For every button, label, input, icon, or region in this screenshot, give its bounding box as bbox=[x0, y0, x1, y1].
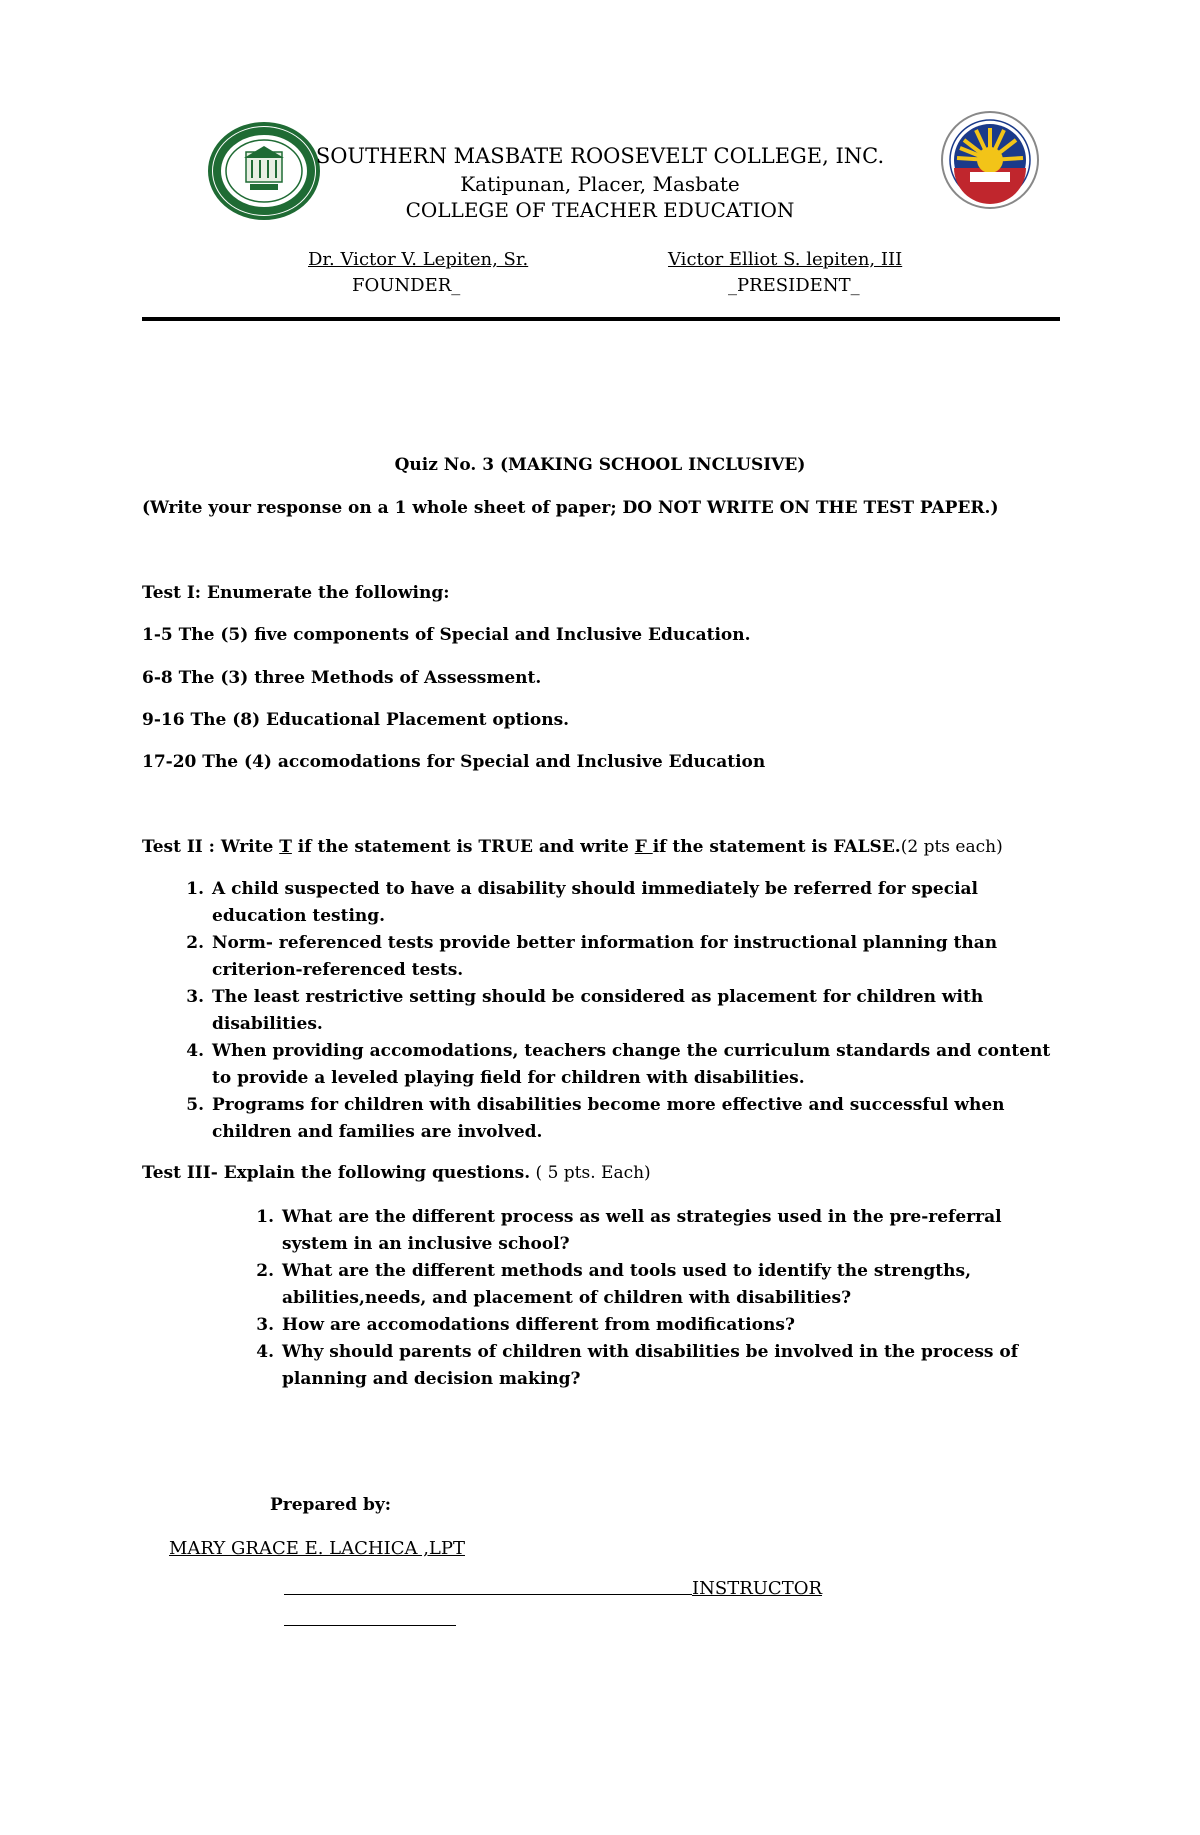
signature-line bbox=[284, 1594, 692, 1595]
instructor-title: INSTRUCTOR bbox=[692, 1578, 823, 1599]
test2-heading bbox=[142, 837, 1003, 857]
test2-heading-part: if the statement is TRUE and write bbox=[291, 837, 635, 857]
list-item bbox=[186, 1038, 1062, 1092]
test2-heading-part: if the statement is FALSE. bbox=[652, 837, 901, 857]
test1-heading: Test I: Enumerate the following: bbox=[142, 583, 450, 603]
founder-name: Dr. Victor V. Lepiten, Sr. bbox=[308, 249, 529, 270]
prepared-by-label: Prepared by: bbox=[270, 1495, 392, 1515]
item-text: How are accomodations different from modifications? bbox=[282, 1315, 795, 1335]
president-title: _PRESIDENT_ bbox=[728, 275, 860, 296]
test1-item: 6-8 The (3) three Methods of Assessment. bbox=[142, 668, 542, 688]
college-address: Katipunan, Placer, Masbate bbox=[460, 172, 740, 196]
header-divider bbox=[142, 317, 1060, 321]
item-text: What are the different process as well as strategies used in the pre-referral system in an inclusive school? bbox=[282, 1207, 1002, 1254]
list-item bbox=[186, 930, 1062, 984]
test1-item: 1-5 The (5) five components of Special and Inclusive Education. bbox=[142, 625, 751, 645]
list-item bbox=[186, 984, 1062, 1038]
list-item bbox=[186, 876, 1062, 930]
founder-title: FOUNDER_ bbox=[352, 275, 461, 296]
president-name: Victor Elliot S. lepiten, III bbox=[668, 249, 903, 270]
quiz-instruction: (Write your response on a 1 whole sheet of paper; DO NOT WRITE ON THE TEST PAPER.) bbox=[142, 498, 999, 518]
item-text: When providing accomodations, teachers change the curriculum standards and content to provide a leveled playing field for children with disabilities. bbox=[212, 1041, 1051, 1088]
item-number: 4. bbox=[256, 1342, 274, 1362]
test2-heading-part: Test II : Write bbox=[142, 837, 280, 857]
department-name: COLLEGE OF TEACHER EDUCATION bbox=[405, 198, 795, 222]
item-number: 3. bbox=[186, 987, 204, 1007]
item-number: 2. bbox=[256, 1261, 274, 1281]
list-item bbox=[256, 1258, 1062, 1312]
test3-points: ( 5 pts. Each) bbox=[530, 1163, 651, 1183]
list-item bbox=[256, 1339, 1062, 1393]
test1-item: 9-16 The (8) Educational Placement options. bbox=[142, 710, 570, 730]
test2-list bbox=[186, 876, 1062, 1146]
item-number: 5. bbox=[186, 1095, 204, 1115]
item-number: 1. bbox=[256, 1207, 274, 1227]
test3-list bbox=[256, 1204, 1062, 1393]
quiz-title: Quiz No. 3 (MAKING SCHOOL INCLUSIVE) bbox=[394, 455, 806, 475]
college-name: SOUTHERN MASBATE ROOSEVELT COLLEGE, INC. bbox=[315, 144, 885, 168]
list-item bbox=[256, 1204, 1062, 1258]
list-item bbox=[186, 1092, 1062, 1146]
test3-heading bbox=[142, 1163, 651, 1183]
item-text: Norm- referenced tests provide better information for instructional planning than criterion-referenced tests. bbox=[212, 933, 998, 980]
item-text: A child suspected to have a disability should immediately be referred for special education testing. bbox=[212, 879, 979, 926]
item-text: What are the different methods and tools used to identify the strengths, abilities,needs, and placement of children with disabilities? bbox=[282, 1261, 971, 1308]
item-text: The least restrictive setting should be considered as placement for children with disabilities. bbox=[212, 987, 984, 1034]
item-number: 4. bbox=[186, 1041, 204, 1061]
list-item bbox=[256, 1312, 1062, 1339]
item-number: 1. bbox=[186, 879, 204, 899]
test2-points: (2 pts each) bbox=[900, 837, 1003, 857]
signature-line-short bbox=[284, 1625, 456, 1626]
item-text: Programs for children with disabilities become more effective and successful when children and families are involved. bbox=[212, 1095, 1005, 1142]
true-marker: T bbox=[279, 837, 292, 857]
item-number: 3. bbox=[256, 1315, 274, 1335]
test1-item: 17-20 The (4) accomodations for Special and Inclusive Education bbox=[142, 752, 766, 772]
test3-heading-text: Test III- Explain the following questions. bbox=[142, 1163, 531, 1183]
item-number: 2. bbox=[186, 933, 204, 953]
instructor-name: MARY GRACE E. LACHICA ,LPT bbox=[169, 1538, 465, 1559]
false-marker: F bbox=[634, 837, 653, 857]
item-text: Why should parents of children with disabilities be involved in the process of planning and decision making? bbox=[282, 1342, 1019, 1389]
